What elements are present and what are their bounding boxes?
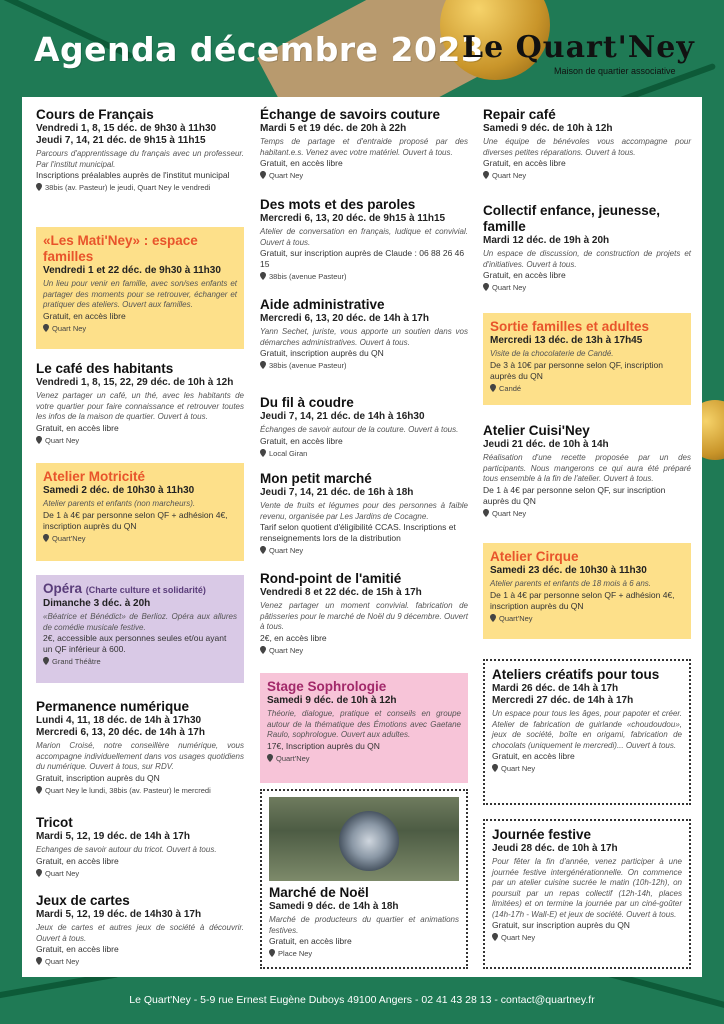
event-title: Ateliers créatifs pour tous — [492, 667, 660, 682]
event-location-text: Quart Ney — [501, 764, 536, 773]
map-pin-icon — [492, 933, 498, 941]
event-title: Le café des habitants — [36, 361, 174, 376]
event-date: Mercredi 13 déc. de 13h à 17h45 — [490, 335, 643, 346]
event-description: Temps de partage et d'entraide proposé par des habitant.e.s. Venez avec votre matériel. Ouvert à tous. — [260, 137, 468, 157]
map-pin-icon — [260, 272, 266, 280]
event-price: De 1 à 4€ par personne selon QF + adhésion 4€, inscription auprès du QN — [490, 589, 675, 611]
event-location-text: Quart'Ney — [52, 533, 86, 543]
event-location — [260, 645, 468, 656]
event-date: Mardi 12 déc. de 19h à 20h — [483, 235, 610, 246]
event-price: De 1 à 4€ par personne selon QF + adhésion 4€, inscription auprès du QN — [43, 509, 228, 531]
event-price: Inscriptions préalables auprès de l'institut municipal — [36, 170, 230, 180]
event-location-text: Candé — [499, 383, 522, 393]
event-title: Échange de savoirs couture — [260, 107, 441, 122]
event-location — [483, 170, 691, 181]
event-marche-noel — [260, 789, 468, 969]
event-date: Vendredi 1, 8, 15 déc. de 9h30 à 11h30 — [36, 123, 217, 134]
event-title: Atelier Cuisi'Ney — [483, 423, 590, 438]
event-tricot — [36, 815, 244, 879]
event-date: Mardi 5, 12, 19 déc. de 14h30 à 17h — [36, 909, 202, 920]
event-price: Gratuit, en accès libre — [269, 936, 352, 946]
event-title: Rond-point de l'amitié — [260, 571, 402, 586]
map-pin-icon — [36, 183, 42, 191]
event-fil-coudre — [260, 395, 468, 459]
event-title: Permanence numérique — [36, 699, 190, 714]
event-price: Gratuit, inscription auprès du QN — [260, 348, 384, 358]
event-date: Mardi 26 déc. de 14h à 17h — [492, 683, 619, 694]
logo — [462, 30, 702, 80]
map-pin-icon — [36, 786, 42, 794]
event-location-text: 38bis (avenue Pasteur) — [269, 272, 347, 281]
event-price: De 3 à 10€ par personne selon QF, inscription auprès du QN — [490, 359, 663, 381]
event-ateliers-creatifs — [483, 659, 691, 805]
event-location-text: Quart Ney — [501, 933, 536, 942]
event-location-text: Grand Théâtre — [52, 657, 101, 666]
event-location-text: Quart Ney le lundi, 38bis (av. Pasteur) le mercredi — [45, 785, 211, 795]
event-location — [36, 868, 244, 879]
event-location — [260, 545, 468, 556]
agenda-sheet — [22, 97, 702, 977]
map-pin-icon — [43, 324, 49, 332]
event-date: Mercredi 6, 13, 20 déc. de 14h à 17h — [260, 313, 429, 324]
event-description: Pour fêter la fin d'année, venez participer à une journée festive intergénérationnelle. On commence par un atelier cuisine sucrée le matin (10h-12h), on poursuit par un repas collectif (12h-14h, places limitées) et on termine la journée par un ciné-goûter (14h-17h - Wall-E) et jeux de société. Ouvert à tous. — [492, 857, 682, 919]
event-description: Visite de la chocolaterie de Candé. — [490, 349, 614, 358]
map-pin-icon — [483, 171, 489, 179]
event-location — [483, 508, 691, 519]
event-description: Echanges de savoir autour du tricot. Ouvert à tous. — [36, 845, 217, 854]
event-price: De 1 à 4€ par personne selon QF, sur inscription auprès du QN — [483, 484, 666, 506]
event-description: Échanges de savoir autour de la couture. Ouvert à tous. — [260, 425, 459, 434]
event-description: Un espace pour tous les âges, pour papoter et créer. Atelier de fabrication de guirlande «choudoudou», jeux de société, boîte en origami, fabrication de chocolats (uniquement le mercredi)... Ouvert à tous. — [492, 709, 682, 750]
map-pin-icon — [483, 509, 489, 517]
event-date: Mercredi 6, 13, 20 déc. de 9h15 à 11h15 — [260, 213, 446, 224]
event-description: Atelier parents et enfants de 18 mois à 6 ans. — [490, 579, 651, 588]
event-description: Réalisation d'une recette proposée par un des participants. Nous mangerons ce qui aura été préparé tous ensemble à la fin de l'atelier. Ouvert à tous. — [483, 453, 691, 483]
event-cuisiney — [483, 423, 691, 519]
event-price: Gratuit, en accès libre — [36, 855, 119, 866]
map-pin-icon — [492, 764, 498, 772]
event-title: Sortie familles et adultes — [490, 319, 650, 334]
pinecone-image — [339, 811, 399, 871]
event-date: Samedi 9 déc. de 10h à 12h — [267, 695, 397, 706]
event-matiney — [36, 227, 244, 349]
event-price: Gratuit, sur inscription auprès du QN — [492, 920, 630, 930]
event-location — [43, 323, 237, 334]
event-petit-marche — [260, 471, 468, 556]
event-description: Un lieu pour venir en famille, avec son/ses enfants et partager des moments pour se retrouver, échanger et pratiquer des ateliers. Ouvert aux familles. — [43, 279, 237, 309]
event-location — [260, 170, 468, 181]
event-location-text: Quart Ney — [492, 508, 527, 518]
event-date: Samedi 2 déc. de 10h30 à 11h30 — [43, 485, 195, 496]
event-sophrologie — [260, 673, 468, 783]
event-motricite — [36, 463, 244, 561]
event-price: Gratuit, sur inscription auprès de Claude : 06 88 26 46 15 — [260, 248, 465, 269]
event-description: Venez partager un moment convivial. fabrication de pâtisseries pour le marché de Noël du 9 décembre. Ouvert à tous. — [260, 601, 468, 631]
event-location — [36, 182, 244, 193]
event-location — [492, 763, 682, 774]
event-location-text: Quart Ney — [45, 868, 80, 878]
map-pin-icon — [267, 754, 273, 762]
event-date: Vendredi 1, 8, 15, 22, 29 déc. de 10h à 12h — [36, 377, 234, 388]
event-date: Lundi 4, 11, 18 déc. de 14h à 17h30 — [36, 715, 202, 726]
event-title: Des mots et des paroles — [260, 197, 416, 212]
logo-name: Le Quart'Ney — [462, 30, 695, 65]
event-title: Marché de Noël — [269, 885, 369, 900]
event-location — [490, 383, 684, 394]
event-title-note: (Charte culture et solidarité) — [85, 585, 206, 595]
event-price: 2€, accessible aux personnes seules et/ou ayant un QF inférieur à 600. — [43, 633, 227, 654]
event-title-main: Opéra — [43, 581, 83, 596]
event-location-text: Quart Ney — [269, 546, 304, 555]
event-title: Journée festive — [492, 827, 592, 842]
event-location-text: Place Ney — [278, 949, 313, 958]
event-location — [36, 956, 244, 967]
event-description: Jeux de cartes et autres jeux de société à découvrir. Ouvert à tous. — [36, 923, 244, 943]
event-location — [269, 948, 459, 959]
event-description: Une équipe de bénévoles vous accompagne pour diverses petites réparations. Ouvert à tous. — [483, 137, 691, 157]
map-pin-icon — [260, 449, 266, 457]
event-description: «Béatrice et Bénédict» de Berlioz. Opéra aux allures de comédie musicale festive. — [43, 612, 237, 632]
event-mots-paroles — [260, 197, 468, 282]
event-description: Vente de fruits et légumes pour des personnes à faible revenu, organisée par Les Jardins de Cocagne. — [260, 501, 468, 521]
event-location-text: Quart Ney — [269, 171, 304, 180]
map-pin-icon — [490, 384, 496, 392]
event-aide-administrative — [260, 297, 468, 371]
event-title — [43, 581, 237, 598]
event-location — [267, 753, 461, 764]
map-pin-icon — [483, 283, 489, 291]
event-location-text: Quart'Ney — [276, 753, 310, 763]
event-location — [492, 932, 682, 943]
event-location-text: Quart Ney — [269, 645, 304, 655]
event-price: Gratuit, en accès libre — [492, 751, 575, 761]
event-date: Jeudi 7, 14, 21 déc. de 14h à 16h30 — [260, 411, 425, 422]
event-location — [43, 533, 237, 544]
event-journee-festive — [483, 819, 691, 969]
event-location-text: Quart Ney — [45, 957, 80, 966]
event-title: Jeux de cartes — [36, 893, 130, 908]
event-title: Collectif enfance, jeunesse, famille — [483, 203, 661, 234]
event-description: Parcours d'apprentissage du français avec un professeur. Par l'institut municipal. — [36, 149, 244, 169]
event-location — [260, 448, 468, 459]
event-title: Mon petit marché — [260, 471, 372, 486]
event-location-text: Quart Ney — [52, 323, 87, 333]
event-location-text: 38bis (avenue Pasteur) — [269, 361, 347, 370]
event-price: Gratuit, en accès libre — [260, 435, 343, 446]
event-location — [43, 656, 237, 667]
event-location-text: Quart Ney — [492, 171, 527, 180]
event-permanence-numerique — [36, 699, 244, 796]
event-title: Atelier Cirque — [490, 549, 579, 564]
map-pin-icon — [43, 657, 49, 665]
event-location-text: 38bis (av. Pasteur) le jeudi, Quart Ney le vendredi — [45, 183, 211, 192]
map-pin-icon — [36, 957, 42, 965]
event-price: 17€, Inscription auprès du QN — [267, 740, 380, 751]
event-description: Venez partager un café, un thé, avec les habitants de votre quartier pour faire connaissance et retrouver toutes les infos de la maison de quartier. Ouvert à tous. — [36, 391, 244, 421]
event-price: 2€, en accès libre — [260, 632, 327, 643]
event-jeux-cartes — [36, 893, 244, 967]
event-location — [260, 271, 468, 282]
event-price: Gratuit, en accès libre — [483, 270, 566, 280]
event-date: Mercredi 27 déc. de 14h à 17h — [492, 695, 634, 706]
event-title: Tricot — [36, 815, 73, 830]
map-pin-icon — [36, 869, 42, 877]
event-date: Samedi 23 déc. de 10h30 à 11h30 — [490, 565, 647, 576]
event-rond-point-amitie — [260, 571, 468, 656]
map-pin-icon — [260, 546, 266, 554]
event-repair-cafe — [483, 107, 691, 181]
event-description: Un espace de discussion, de construction de projets et d'initiatives. Ouvert à tous. — [483, 249, 691, 269]
event-price: Gratuit, en accès libre — [260, 158, 343, 168]
event-description: Atelier de conversation en français, ludique et convivial. Ouvert à tous. — [260, 227, 468, 247]
page-title: Agenda décembre 2023 — [34, 30, 485, 69]
event-date: Mardi 5 et 19 déc. de 20h à 22h — [260, 123, 407, 134]
event-price: Gratuit, inscription auprès du QN — [36, 772, 160, 783]
map-pin-icon — [260, 361, 266, 369]
event-price: Gratuit, en accès libre — [43, 310, 126, 321]
event-price: Gratuit, en accès libre — [483, 158, 566, 168]
footer-contact: Le Quart'Ney - 5-9 rue Ernest Eugène Duboys 49100 Angers - 02 41 43 28 13 - contact@quartney.fr — [129, 994, 595, 1006]
event-description: Marché de producteurs du quartier et animations festives. — [269, 915, 459, 935]
event-date: Dimanche 3 déc. à 20h — [43, 598, 151, 609]
event-location-text: Quart Ney — [45, 435, 80, 445]
event-location — [260, 360, 468, 371]
event-title: Du fil à coudre — [260, 395, 354, 410]
logo-subtitle: Maison de quartier associative — [554, 66, 676, 76]
map-pin-icon — [269, 949, 275, 957]
event-title: Atelier Motricité — [43, 469, 146, 484]
event-date: Mercredi 6, 13, 20 déc. de 14h à 17h — [36, 727, 205, 738]
event-location-text: Quart Ney — [492, 283, 527, 292]
event-description: Yann Sechet, juriste, vous apporte un soutien dans vos démarches administratives. Ouvert à tous. — [260, 327, 468, 347]
event-location — [483, 282, 691, 293]
event-location-text: Quart'Ney — [499, 613, 533, 623]
event-price: Gratuit, en accès libre — [36, 422, 119, 433]
event-cirque — [483, 543, 691, 639]
map-pin-icon — [490, 614, 496, 622]
event-sortie — [483, 313, 691, 405]
event-location-text: Local Giran — [269, 448, 308, 458]
event-location — [36, 435, 244, 446]
event-title: Stage Sophrologie — [267, 679, 387, 694]
event-price: Tarif selon quotient d'éligibilité CCAS. Inscriptions et renseignements lors de la distribution — [260, 522, 456, 543]
event-date: Mardi 5, 12, 19 déc. de 14h à 17h — [36, 831, 190, 842]
event-date: Vendredi 8 et 22 déc. de 15h à 17h — [260, 587, 422, 598]
event-date: Jeudi 21 déc. de 10h à 14h — [483, 439, 609, 450]
event-cafe-habitants — [36, 361, 244, 446]
event-date: Vendredi 1 et 22 déc. de 9h30 à 11h30 — [43, 265, 221, 276]
map-pin-icon — [260, 646, 266, 654]
event-title: Repair café — [483, 107, 556, 122]
event-date: Samedi 9 déc. de 14h à 18h — [269, 901, 399, 912]
event-price: Gratuit, en accès libre — [36, 944, 119, 954]
map-pin-icon — [260, 171, 266, 179]
event-title: «Les Mati'Ney» : espace familles — [43, 233, 198, 264]
event-couture — [260, 107, 468, 181]
event-description: Théorie, dialogue, pratique et conseils en groupe autour de la thématique des Émotions avec Gaetane Raulo, sophrologue. Ouvert aux adultes. — [267, 709, 461, 739]
event-location — [490, 613, 684, 624]
event-title: Aide administrative — [260, 297, 385, 312]
event-date: Jeudi 28 déc. de 10h à 17h — [492, 843, 618, 854]
event-description: Atelier parents et enfants (non marcheurs). — [43, 499, 196, 508]
event-title: Cours de Français — [36, 107, 154, 122]
event-cours-francais — [36, 107, 244, 193]
market-photo — [269, 797, 459, 881]
event-description: Marion Croisé, notre conseillère numérique, vous accompagne individuellement dans vos usages quotidiens du numérique. Ouvert à tous, sur RDV. — [36, 741, 244, 771]
event-date: Jeudi 7, 14, 21 déc. de 16h à 18h — [260, 487, 414, 498]
map-pin-icon — [43, 534, 49, 542]
map-pin-icon — [36, 436, 42, 444]
event-date: Jeudi 7, 14, 21 déc. de 9h15 à 11h15 — [36, 135, 206, 146]
event-opera — [36, 575, 244, 683]
event-location — [36, 785, 244, 796]
event-date: Samedi 9 déc. de 10h à 12h — [483, 123, 613, 134]
event-collectif — [483, 203, 691, 293]
